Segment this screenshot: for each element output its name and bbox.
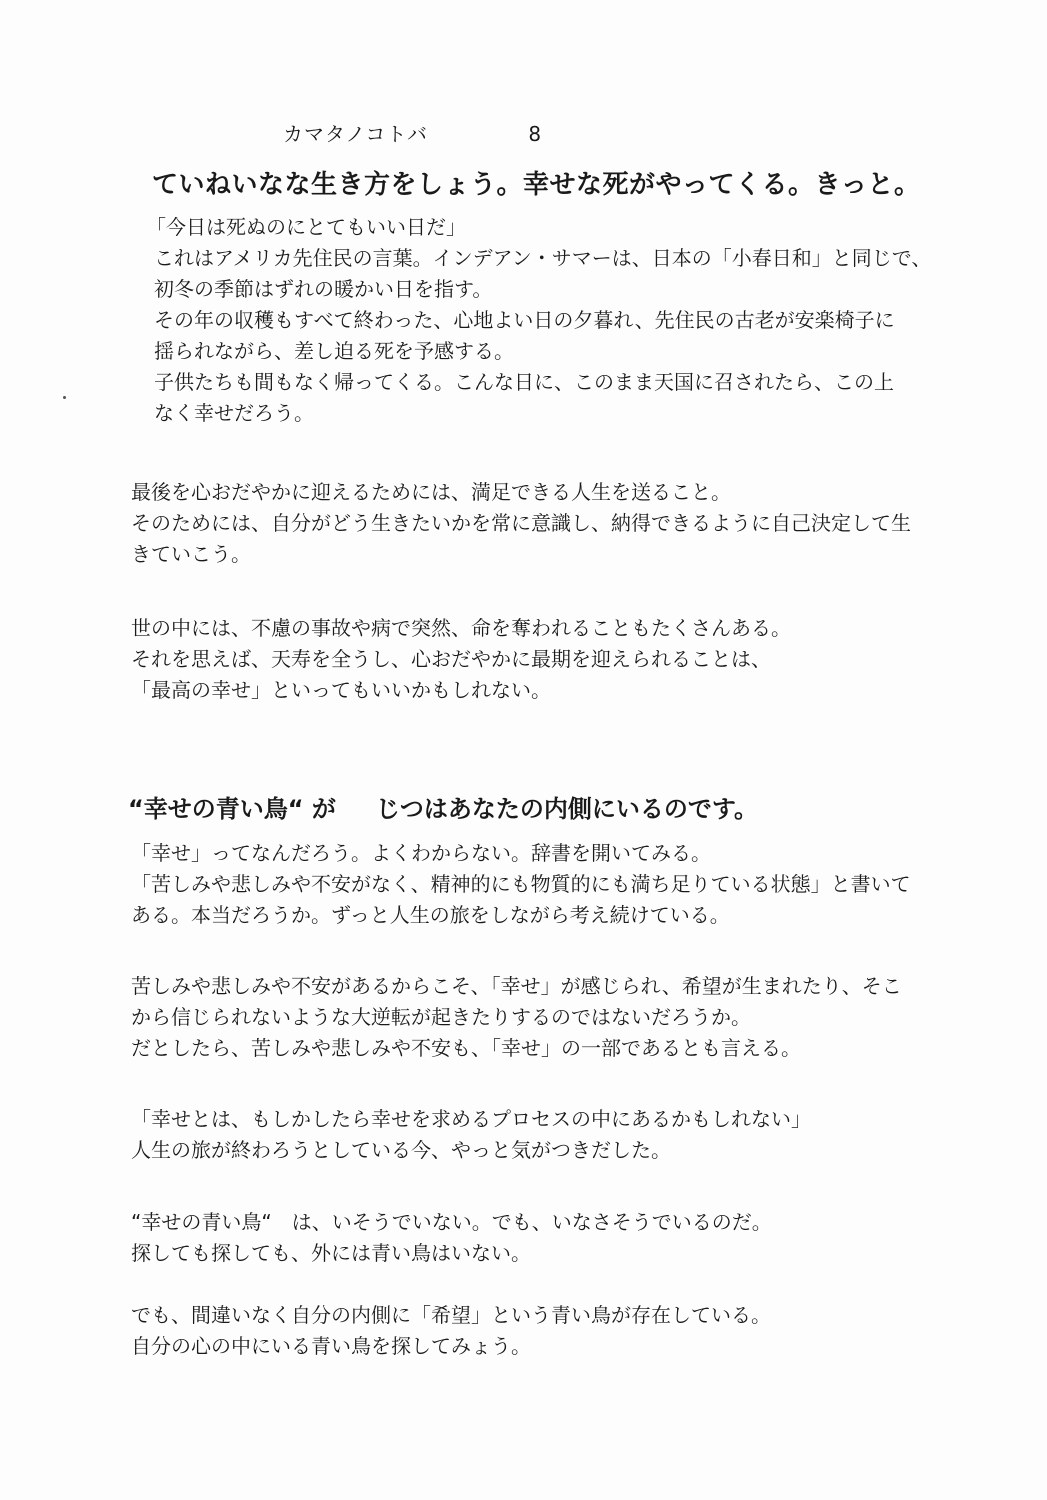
section2-paragraph-5 [131, 1300, 771, 1362]
section2-paragraph-2 [131, 971, 902, 1064]
text-line: でも、間違いなく自分の内側に「希望」という青い鳥が存在している。 [131, 1303, 771, 1327]
text-line: その年の収穫もすべて終わった、心地よい日の夕暮れ、先住民の古老が安楽椅子に [154, 308, 895, 332]
text-line: 「最高の幸せ」といってもいいかもしれない。 [131, 678, 551, 702]
text-line: 揺られながら、差し迫る死を予感する。 [154, 339, 514, 363]
series-title: カマタノコトバ [283, 122, 428, 146]
text-line: 探しても探しても、外には青い鳥はいない。 [131, 1241, 531, 1265]
text-line: “幸せの青い鳥“ は、いそうでいない。でも、いなさそうでいるのだ。 [131, 1210, 772, 1234]
text-line: 自分の心の中にいる青い鳥を探してみょう。 [131, 1334, 531, 1358]
section2-paragraph-4 [131, 1207, 772, 1269]
text-line: 「幸せ」ってなんだろう。よくわからない。辞書を開いてみる。 [131, 841, 711, 865]
section2-title-part2: じつはあなたの内側にいるのです。 [375, 795, 758, 823]
section2-paragraph-3 [131, 1104, 811, 1166]
page-header [283, 118, 542, 147]
section1-paragraph-1 [146, 212, 931, 429]
section2-title-part1: “幸せの青い鳥“ が [128, 795, 336, 823]
page-number: 8 [528, 122, 543, 146]
scan-speck [63, 396, 66, 399]
text-line: 「今日は死ぬのにとてもいい日だ」 [146, 215, 466, 239]
section2-paragraph-1 [131, 838, 911, 931]
section1-paragraph-2 [131, 477, 911, 570]
text-line: きていこう。 [131, 542, 251, 566]
text-line: そのためには、自分がどう生きたいかを常に意識し、納得できるように自己決定して生 [131, 511, 911, 535]
text-line: ある。本当だろうか。ずっと人生の旅をしながら考え続けている。 [131, 903, 730, 927]
text-line: 子供たちも間もなく帰ってくる。こんな日に、このまま天国に召されたら、この上 [154, 370, 894, 394]
text-line: 世の中には、不慮の事故や病で突然、命を奪われることもたくさんある。 [131, 616, 791, 640]
text-line: から信じられないような大逆転が起きたりするのではないだろうか。 [131, 1005, 751, 1029]
text-line: 人生の旅が終わろうとしている今、やっと気がつきだした。 [131, 1138, 671, 1162]
text-line: これはアメリカ先住民の言葉。インデアン・サマーは、日本の「小春日和」と同じで、 [154, 246, 932, 270]
text-line: 「苦しみや悲しみや不安がなく、精神的にも物質的にも満ち足りている状態」と書いて [131, 872, 911, 896]
text-line: 最後を心おだやかに迎えるためには、満足できる人生を送ること。 [131, 480, 731, 504]
text-line: それを思えば、天寿を全うし、心おだやかに最期を迎えられることは、 [131, 647, 771, 671]
section1-paragraph-3 [131, 613, 791, 706]
section2-title [128, 789, 758, 824]
text-line: だとしたら、苦しみや悲しみや不安も、「幸せ」の一部であるとも言える。 [131, 1036, 801, 1060]
text-line: 「幸せとは、もしかしたら幸せを求めるプロセスの中にあるかもしれない」 [131, 1107, 811, 1131]
text-line: なく幸せだろう。 [154, 401, 314, 425]
text-line: 苦しみや悲しみや不安があるからこそ、「幸せ」が感じられ、希望が生まれたり、そこ [131, 974, 902, 998]
text-line: 初冬の季節はずれの暖かい日を指す。 [154, 277, 493, 301]
section1-title: ていねいなな生き方をしょう。幸せな死がやってくる。きっと。 [152, 170, 921, 200]
